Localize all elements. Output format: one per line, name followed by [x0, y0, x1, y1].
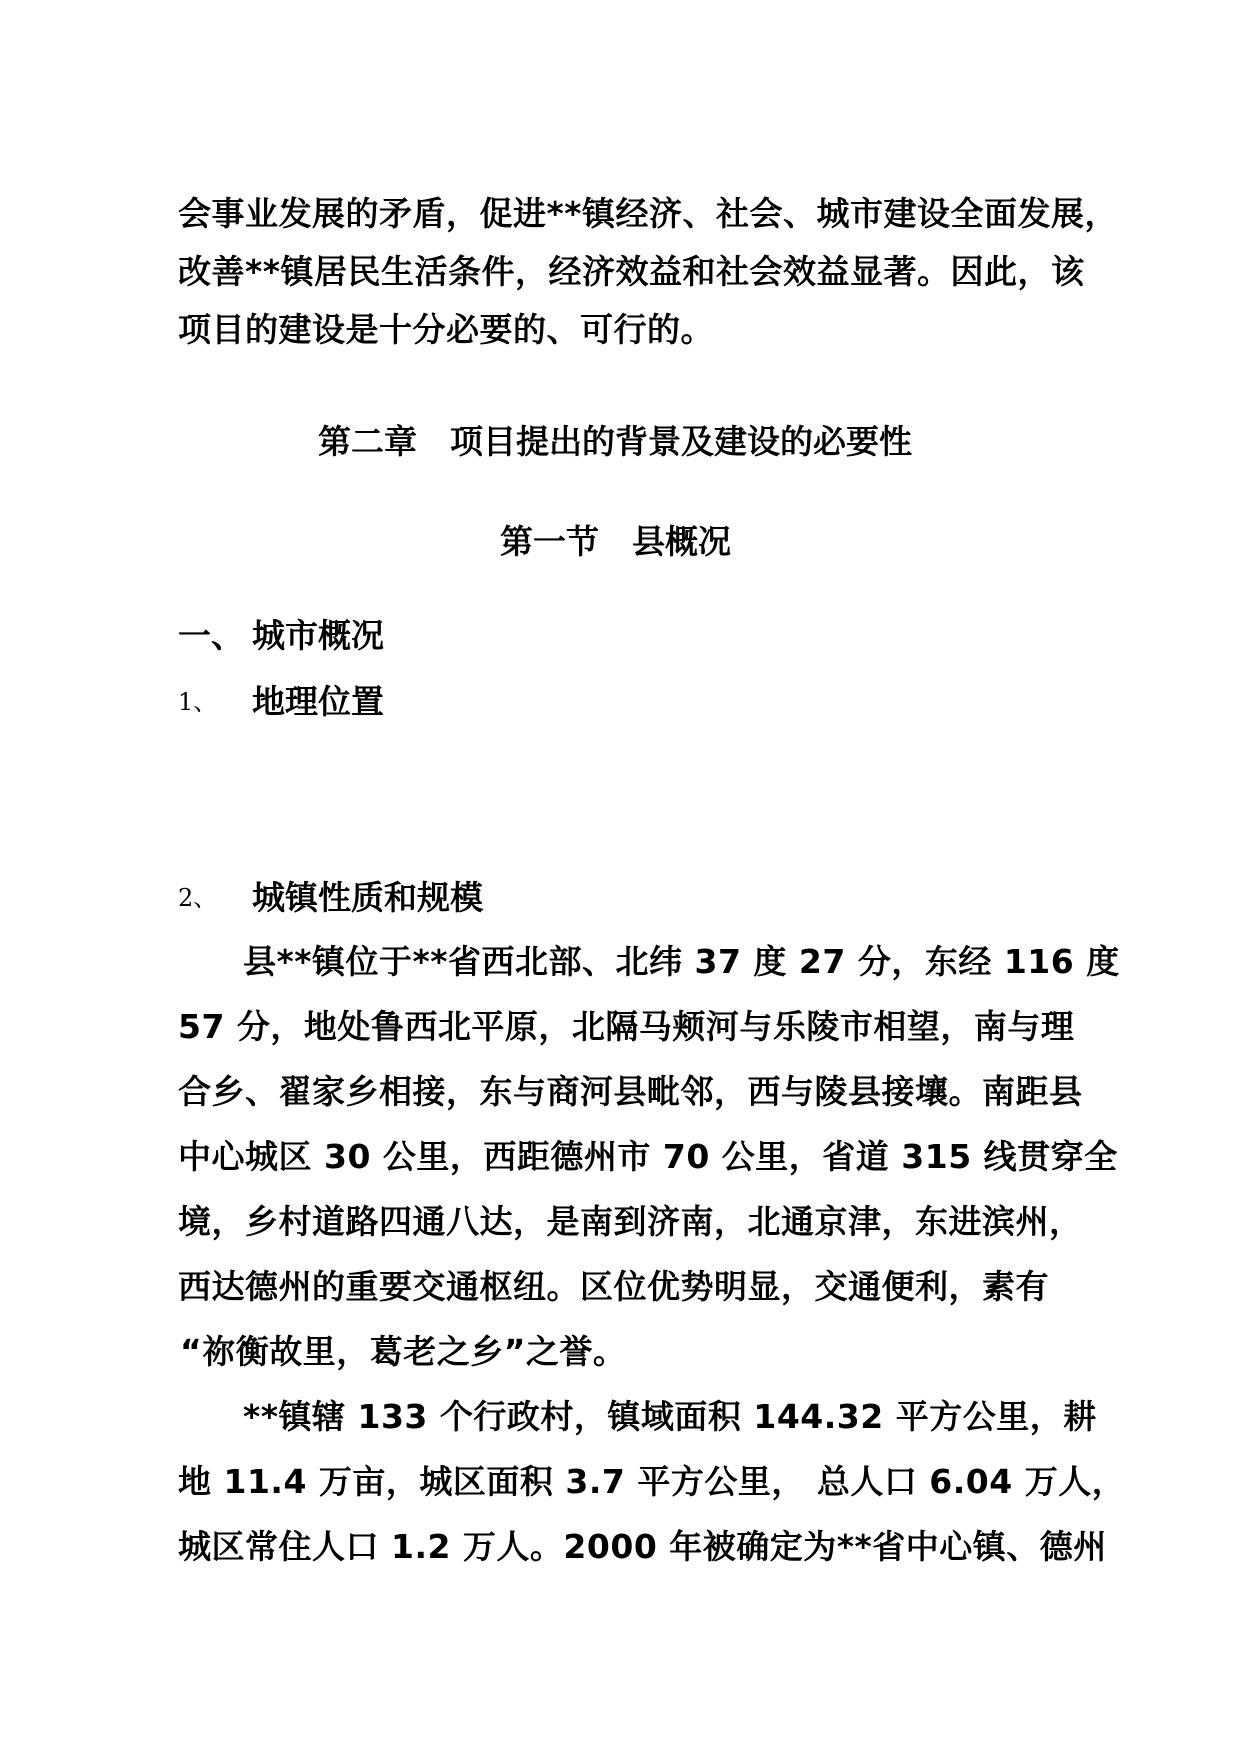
intro-line-3: 项目的建设是十分必要的、可行的。	[178, 310, 714, 349]
part-one-number: 一、	[178, 616, 244, 655]
para1-line-4: 中心城区 30 公里，西距德州市 70 公里，省道 315 线贯穿全	[178, 1137, 1118, 1176]
para2-line-3: 城区常住人口 1.2 万人。2000 年被确定为**省中心镇、德州	[178, 1527, 1107, 1566]
intro-line-2: 改善**镇居民生活条件，经济效益和社会效益显著。因此，该	[178, 252, 1085, 291]
para1-line-6: 西达德州的重要交通枢纽。区位优势明显，交通便利，素有	[178, 1267, 1049, 1306]
para1-line-5: 境，乡村道路四通八达，是南到济南，北通京津，东进滨州，	[178, 1202, 1083, 1241]
para1-line-3: 合乡、翟家乡相接，东与商河县毗邻，西与陵县接壤。南距县	[178, 1072, 1083, 1111]
item-1-number: 1、	[178, 688, 218, 716]
para1-line-7: “祢衡故里，葛老之乡”之誉。	[180, 1332, 627, 1371]
para1-line-1: 县**镇位于**省西北部、北纬 37 度 27 分，东经 116 度	[243, 942, 1120, 981]
part-one-label: 城市概况	[252, 616, 384, 655]
chapter-title: 第二章 项目提出的背景及建设的必要性	[318, 422, 912, 461]
intro-line-1: 会事业发展的矛盾，促进**镇经济、社会、城市建设全面发展，	[178, 194, 1119, 233]
para2-line-1: **镇辖 133 个行政村，镇域面积 144.32 平方公里，耕	[243, 1397, 1097, 1436]
section-title: 第一节 县概况	[500, 522, 731, 561]
para1-line-2: 57 分，地处鲁西北平原，北隔马颊河与乐陵市相望，南与理	[178, 1007, 1075, 1046]
item-2-label: 城镇性质和规模	[252, 878, 483, 917]
item-2-number: 2、	[178, 884, 218, 912]
item-1-label: 地理位置	[252, 682, 384, 721]
para2-line-2: 地 11.4 万亩，城区面积 3.7 平方公里， 总人口 6.04 万人，	[178, 1462, 1126, 1501]
